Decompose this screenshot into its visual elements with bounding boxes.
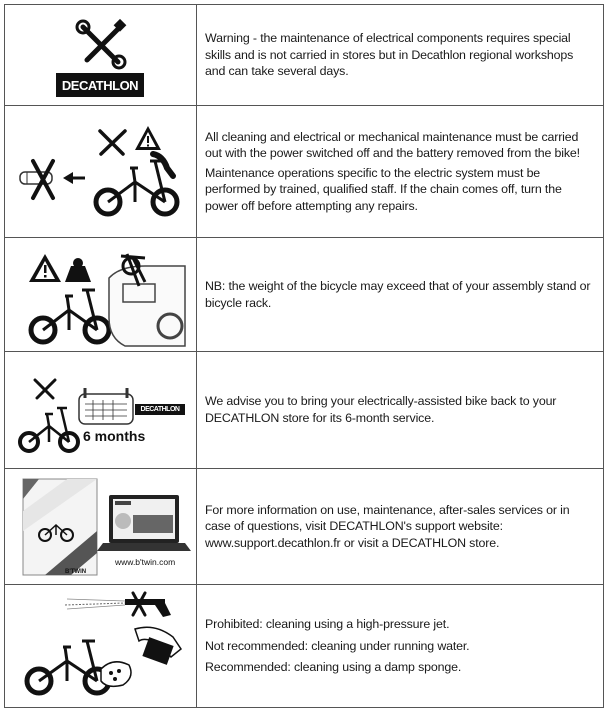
row-text <box>197 585 603 707</box>
info-row-6-month-service <box>4 351 604 469</box>
battery-crossed-icon <box>20 161 85 198</box>
warning-icon <box>135 126 161 150</box>
decathlon-logo: DECATHLON <box>135 404 185 415</box>
info-row-cleaning <box>4 584 604 708</box>
row-text <box>197 352 603 468</box>
tools-icon <box>35 380 55 398</box>
tap-icon <box>135 627 181 665</box>
folding-bike-icon <box>27 641 109 693</box>
pressure-washer-icon <box>65 593 171 617</box>
info-row-support <box>4 468 604 585</box>
paragraph: We advise you to bring your electrically-assisted bike back to your DECATHLON store for its 6-month service. <box>205 394 557 425</box>
calendar-icon <box>79 388 133 424</box>
row-text <box>197 238 603 351</box>
paragraph: All cleaning and electrical or mechanical maintenance must be carried out with the power switched off and the battery removed from the bike! <box>205 129 580 161</box>
website-label: www.b'twin.com <box>115 557 176 567</box>
car-rack-icon <box>109 254 185 346</box>
warning-icon <box>29 254 61 282</box>
info-row-power-off <box>4 105 604 238</box>
illustration-cell <box>5 106 197 237</box>
sponge-icon <box>101 662 131 687</box>
folding-bike-icon <box>31 290 109 342</box>
illustration-cell <box>5 5 197 105</box>
info-row-electrical-warning <box>4 4 604 106</box>
row-text <box>197 5 603 105</box>
illustration-cell <box>5 469 197 584</box>
paragraph: Warning - the maintenance of electrical components requires special skills and is not carried in stores but in Decathlon regional workshops and can take several days. <box>205 31 574 79</box>
paragraph: NB: the weight of the bicycle may exceed that of your assembly stand or bicycle rack. <box>205 278 591 310</box>
paragraph: Prohibited: cleaning using a high-pressure jet. <box>205 617 450 632</box>
tools-icon <box>100 131 125 154</box>
info-row-weight <box>4 237 604 352</box>
paragraph: Recommended: cleaning using a damp sponge. <box>205 660 462 675</box>
folding-bike-icon <box>20 408 78 451</box>
illustration-cell <box>5 585 197 707</box>
row-text <box>197 106 603 237</box>
paragraph: Maintenance operations specific to the electric system must be performed by trained, qualified staff. If the chain comes off, turn the power off before attempting any repairs. <box>205 165 562 213</box>
row-text <box>197 469 603 584</box>
decathlon-logo: DECATHLON <box>56 73 144 97</box>
brand-label: B'TWIN <box>65 569 87 575</box>
paragraph: For more information on use, maintenance, after-sales services or in case of questions, visit DECATHLON's support website: www.support.decathlon.fr or visit a DECATHLON store. <box>205 502 570 550</box>
months-label: 6 months <box>83 428 146 444</box>
illustration-cell <box>5 238 197 351</box>
illustration-cell <box>5 352 197 468</box>
laptop-icon <box>97 495 191 551</box>
manual-icon <box>23 479 97 575</box>
paragraph: Not recommended: cleaning under running water. <box>205 638 470 653</box>
weight-icon <box>65 258 91 282</box>
